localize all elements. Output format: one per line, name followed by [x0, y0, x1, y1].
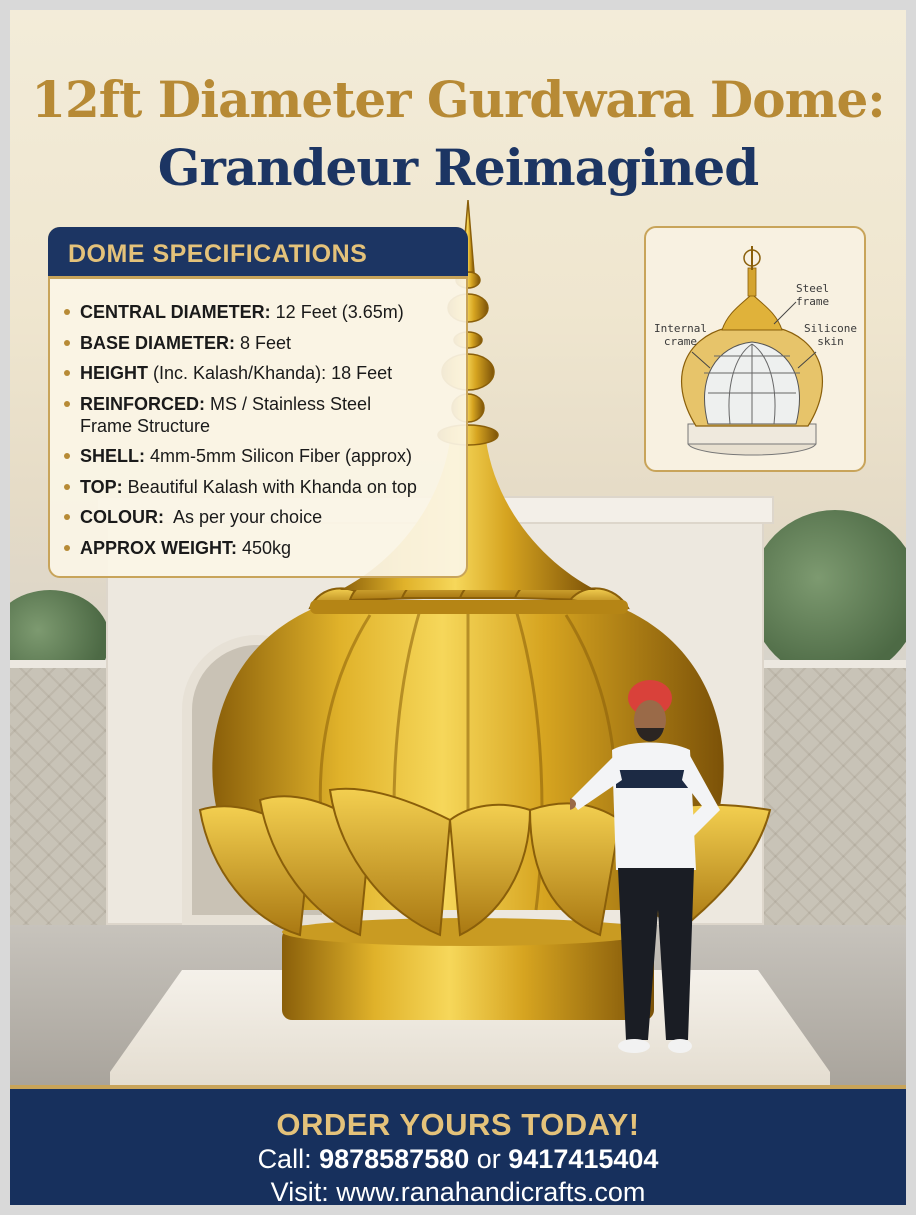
order-footer	[10, 1085, 906, 1205]
spec-value: MS / Stainless Steel Frame Structure	[80, 393, 372, 436]
call-prefix: Call:	[257, 1144, 320, 1174]
bullet-icon	[64, 309, 70, 315]
order-cta: ORDER YOURS TODAY!	[276, 1107, 640, 1142]
website-link[interactable]: Visit: www.ranahandicrafts.com	[270, 1177, 646, 1205]
label-text: Steel	[796, 282, 830, 295]
specifications-header	[48, 227, 468, 279]
spec-value: 4mm-5mm Silicon Fiber (approx)	[145, 446, 413, 466]
spec-label: REINFORCED:	[80, 393, 205, 414]
specifications-list	[64, 301, 464, 567]
bullet-icon	[64, 484, 70, 490]
spec-value: 450kg	[237, 537, 292, 558]
spec-label: BASE DIAMETER:	[80, 332, 236, 353]
title-line-2: Grandeur Reimagined	[157, 138, 759, 197]
label-text: crame	[663, 335, 698, 348]
bullet-icon	[64, 370, 70, 376]
spec-label: CENTRAL DIAMETER:	[80, 302, 271, 322]
spec-value: As per your choice	[164, 507, 323, 527]
phone-separator: or	[469, 1144, 509, 1174]
spec-height	[64, 362, 464, 384]
poster	[10, 10, 906, 1205]
label-steel-frame	[796, 282, 829, 308]
bullet-icon	[64, 340, 70, 346]
label-silicone-skin	[804, 322, 857, 348]
label-text: Silicone	[804, 322, 857, 335]
bullet-icon	[64, 545, 70, 551]
label-text: skin	[817, 335, 844, 348]
spec-base-diameter	[64, 332, 464, 354]
spec-value: 12 Feet (3.65m)	[270, 302, 404, 322]
spec-weight	[64, 537, 464, 559]
spec-shell	[64, 445, 464, 467]
title-line-1: 12ft Diameter Gurdwara Dome:	[31, 70, 885, 129]
spec-label: SHELL:	[80, 446, 145, 466]
dome-frame-sketch	[646, 228, 868, 474]
spec-colour	[64, 506, 464, 528]
spec-reinforced	[64, 393, 394, 437]
spec-label: APPROX WEIGHT:	[80, 537, 238, 558]
contact-phone-line	[10, 1144, 906, 1175]
phone-number-2[interactable]: 9417415404	[508, 1144, 659, 1174]
specifications-panel	[48, 227, 468, 578]
dome-structure-diagram	[644, 226, 866, 472]
spec-label: TOP:	[80, 476, 123, 497]
spec-central-diameter	[64, 301, 464, 323]
phone-number-1[interactable]: 9878587580	[319, 1144, 470, 1174]
specifications-heading: DOME SPECIFICATIONS	[68, 240, 368, 268]
spec-top	[64, 476, 464, 498]
label-text: frame	[796, 295, 830, 308]
spec-value: 8 Feet	[235, 332, 292, 353]
bullet-icon	[64, 514, 70, 520]
spec-label: COLOUR:	[80, 507, 164, 527]
person-figure	[570, 670, 740, 1070]
spec-value: (Inc. Kalash/Khanda): 18 Feet	[148, 363, 393, 383]
bullet-icon	[64, 453, 70, 459]
spec-label: HEIGHT	[80, 363, 149, 383]
spec-value: Beautiful Kalash with Khanda on top	[122, 476, 417, 497]
label-text: Internal	[654, 322, 707, 335]
label-internal-frame	[654, 322, 707, 348]
bullet-icon	[64, 401, 70, 407]
